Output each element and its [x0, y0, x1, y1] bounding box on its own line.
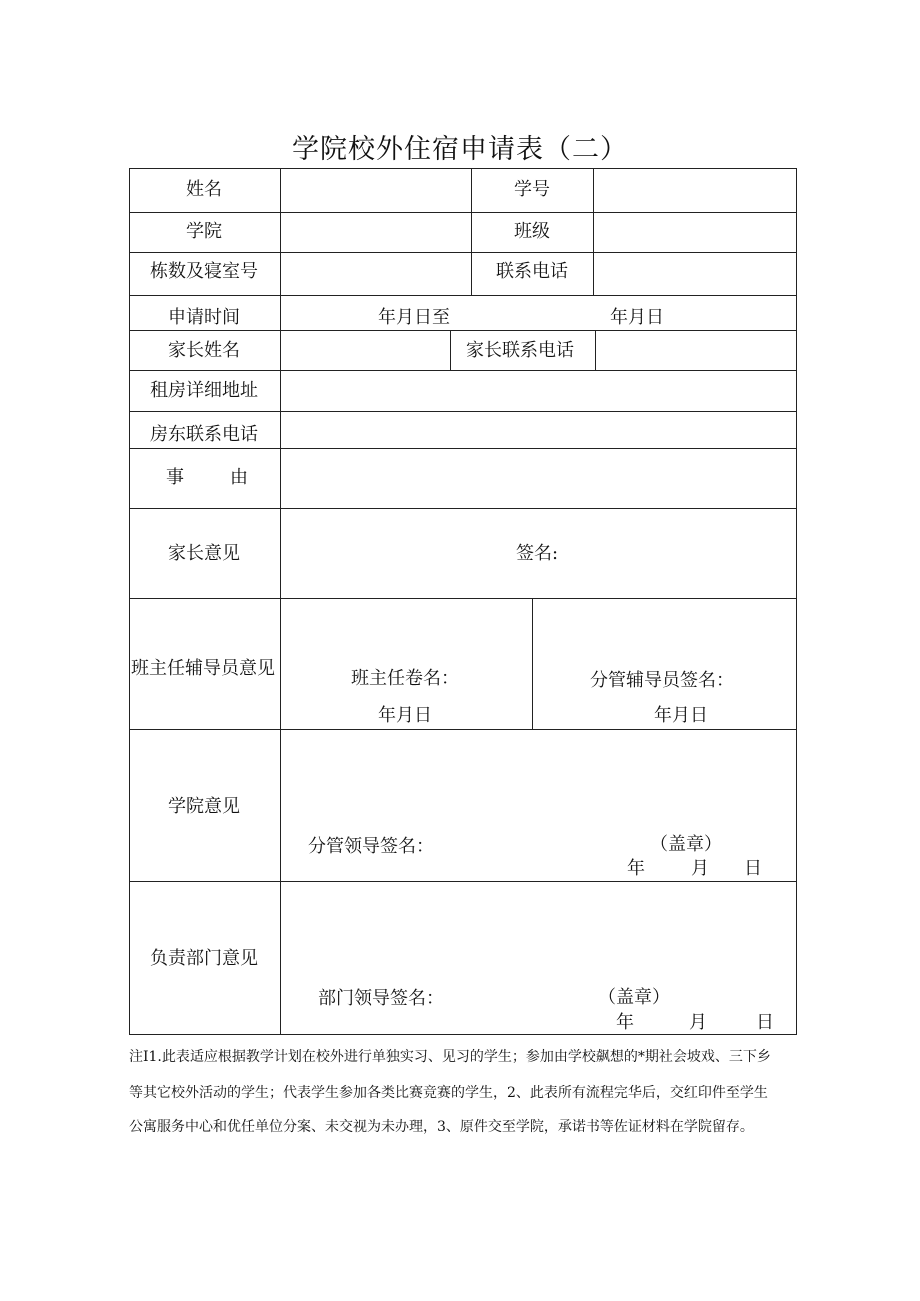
label-landlord-phone: 房东联系电话: [150, 424, 258, 445]
head-teacher-signature: 班主任卷名：: [351, 668, 459, 689]
footnote-line: 等其它校外活动的学生；代表学生参加各类比赛竞赛的学生，2、此表所有流程完华后，交红印件至学生: [129, 1085, 768, 1101]
label-parent-phone: 家长联系电话: [466, 340, 574, 361]
row-divider: [129, 411, 797, 412]
dept-date-month: 月: [689, 1012, 707, 1033]
label-rental-address: 租房详细地址: [150, 380, 258, 401]
college-leader-signature: 分管领导签名：: [308, 836, 434, 857]
col-divider: [471, 168, 472, 295]
college-date-year: 年: [627, 858, 645, 879]
col-divider: [593, 168, 594, 295]
parent-signature: 签名:: [516, 543, 559, 564]
footnote-line: 注I1.此表适应根据教学计划在校外进行单独实习、见习的学生；参加由学校飙想的*期社会坡戏、三下乡: [129, 1049, 771, 1065]
row-divider: [129, 598, 797, 599]
label-teacher-opinion: 班主任辅导员意见: [131, 658, 275, 679]
col-divider: [532, 598, 533, 729]
label-reason-2: 由: [230, 467, 248, 488]
col-divider: [595, 330, 596, 370]
form-title: 学院校外住宿申请表（二）: [292, 134, 628, 165]
label-phone: 联系电话: [496, 261, 568, 282]
college-date-month: 月: [691, 858, 709, 879]
row-divider: [129, 295, 797, 296]
row-divider: [129, 508, 797, 509]
college-seal: （盖章）: [650, 834, 722, 855]
counselor-signature: 分管辅导员签名：: [590, 670, 734, 691]
dept-seal: （盖章）: [598, 987, 670, 1008]
label-college-opinion: 学院意见: [168, 796, 240, 817]
label-parent-name: 家长姓名: [168, 340, 240, 361]
col-divider: [280, 168, 281, 1035]
row-divider: [129, 729, 797, 730]
row-divider: [129, 370, 797, 371]
apply-time-from: 年月日至: [378, 307, 450, 328]
head-teacher-date: 年月日: [378, 705, 432, 726]
label-student-id: 学号: [514, 179, 550, 200]
label-dorm: 栋数及寝室号: [150, 261, 258, 282]
counselor-date: 年月日: [654, 705, 708, 726]
row-divider: [129, 330, 797, 331]
label-name: 姓名: [186, 179, 222, 200]
label-college: 学院: [186, 221, 222, 242]
dept-date-year: 年: [616, 1012, 634, 1033]
label-reason-1: 事: [166, 467, 184, 488]
application-form-table: [129, 168, 797, 1035]
row-divider: [129, 881, 797, 882]
label-class: 班级: [514, 221, 550, 242]
label-parent-opinion: 家长意见: [168, 543, 240, 564]
dept-leader-signature: 部门领导签名：: [318, 988, 444, 1009]
college-date-day: 日: [744, 858, 762, 879]
footnote-line: 公寓服务中心和优任单位分案、未交视为未办理，3、原件交至学院，承诺书等佐证材料在学院留存。: [129, 1119, 754, 1135]
apply-time-to: 年月日: [610, 307, 664, 328]
row-divider: [129, 448, 797, 449]
label-apply-time: 申请时间: [168, 307, 240, 328]
label-dept-opinion: 负责部门意见: [150, 948, 258, 969]
col-divider: [450, 330, 451, 370]
dept-date-day: 日: [756, 1012, 774, 1033]
row-divider: [129, 212, 797, 213]
row-divider: [129, 252, 797, 253]
